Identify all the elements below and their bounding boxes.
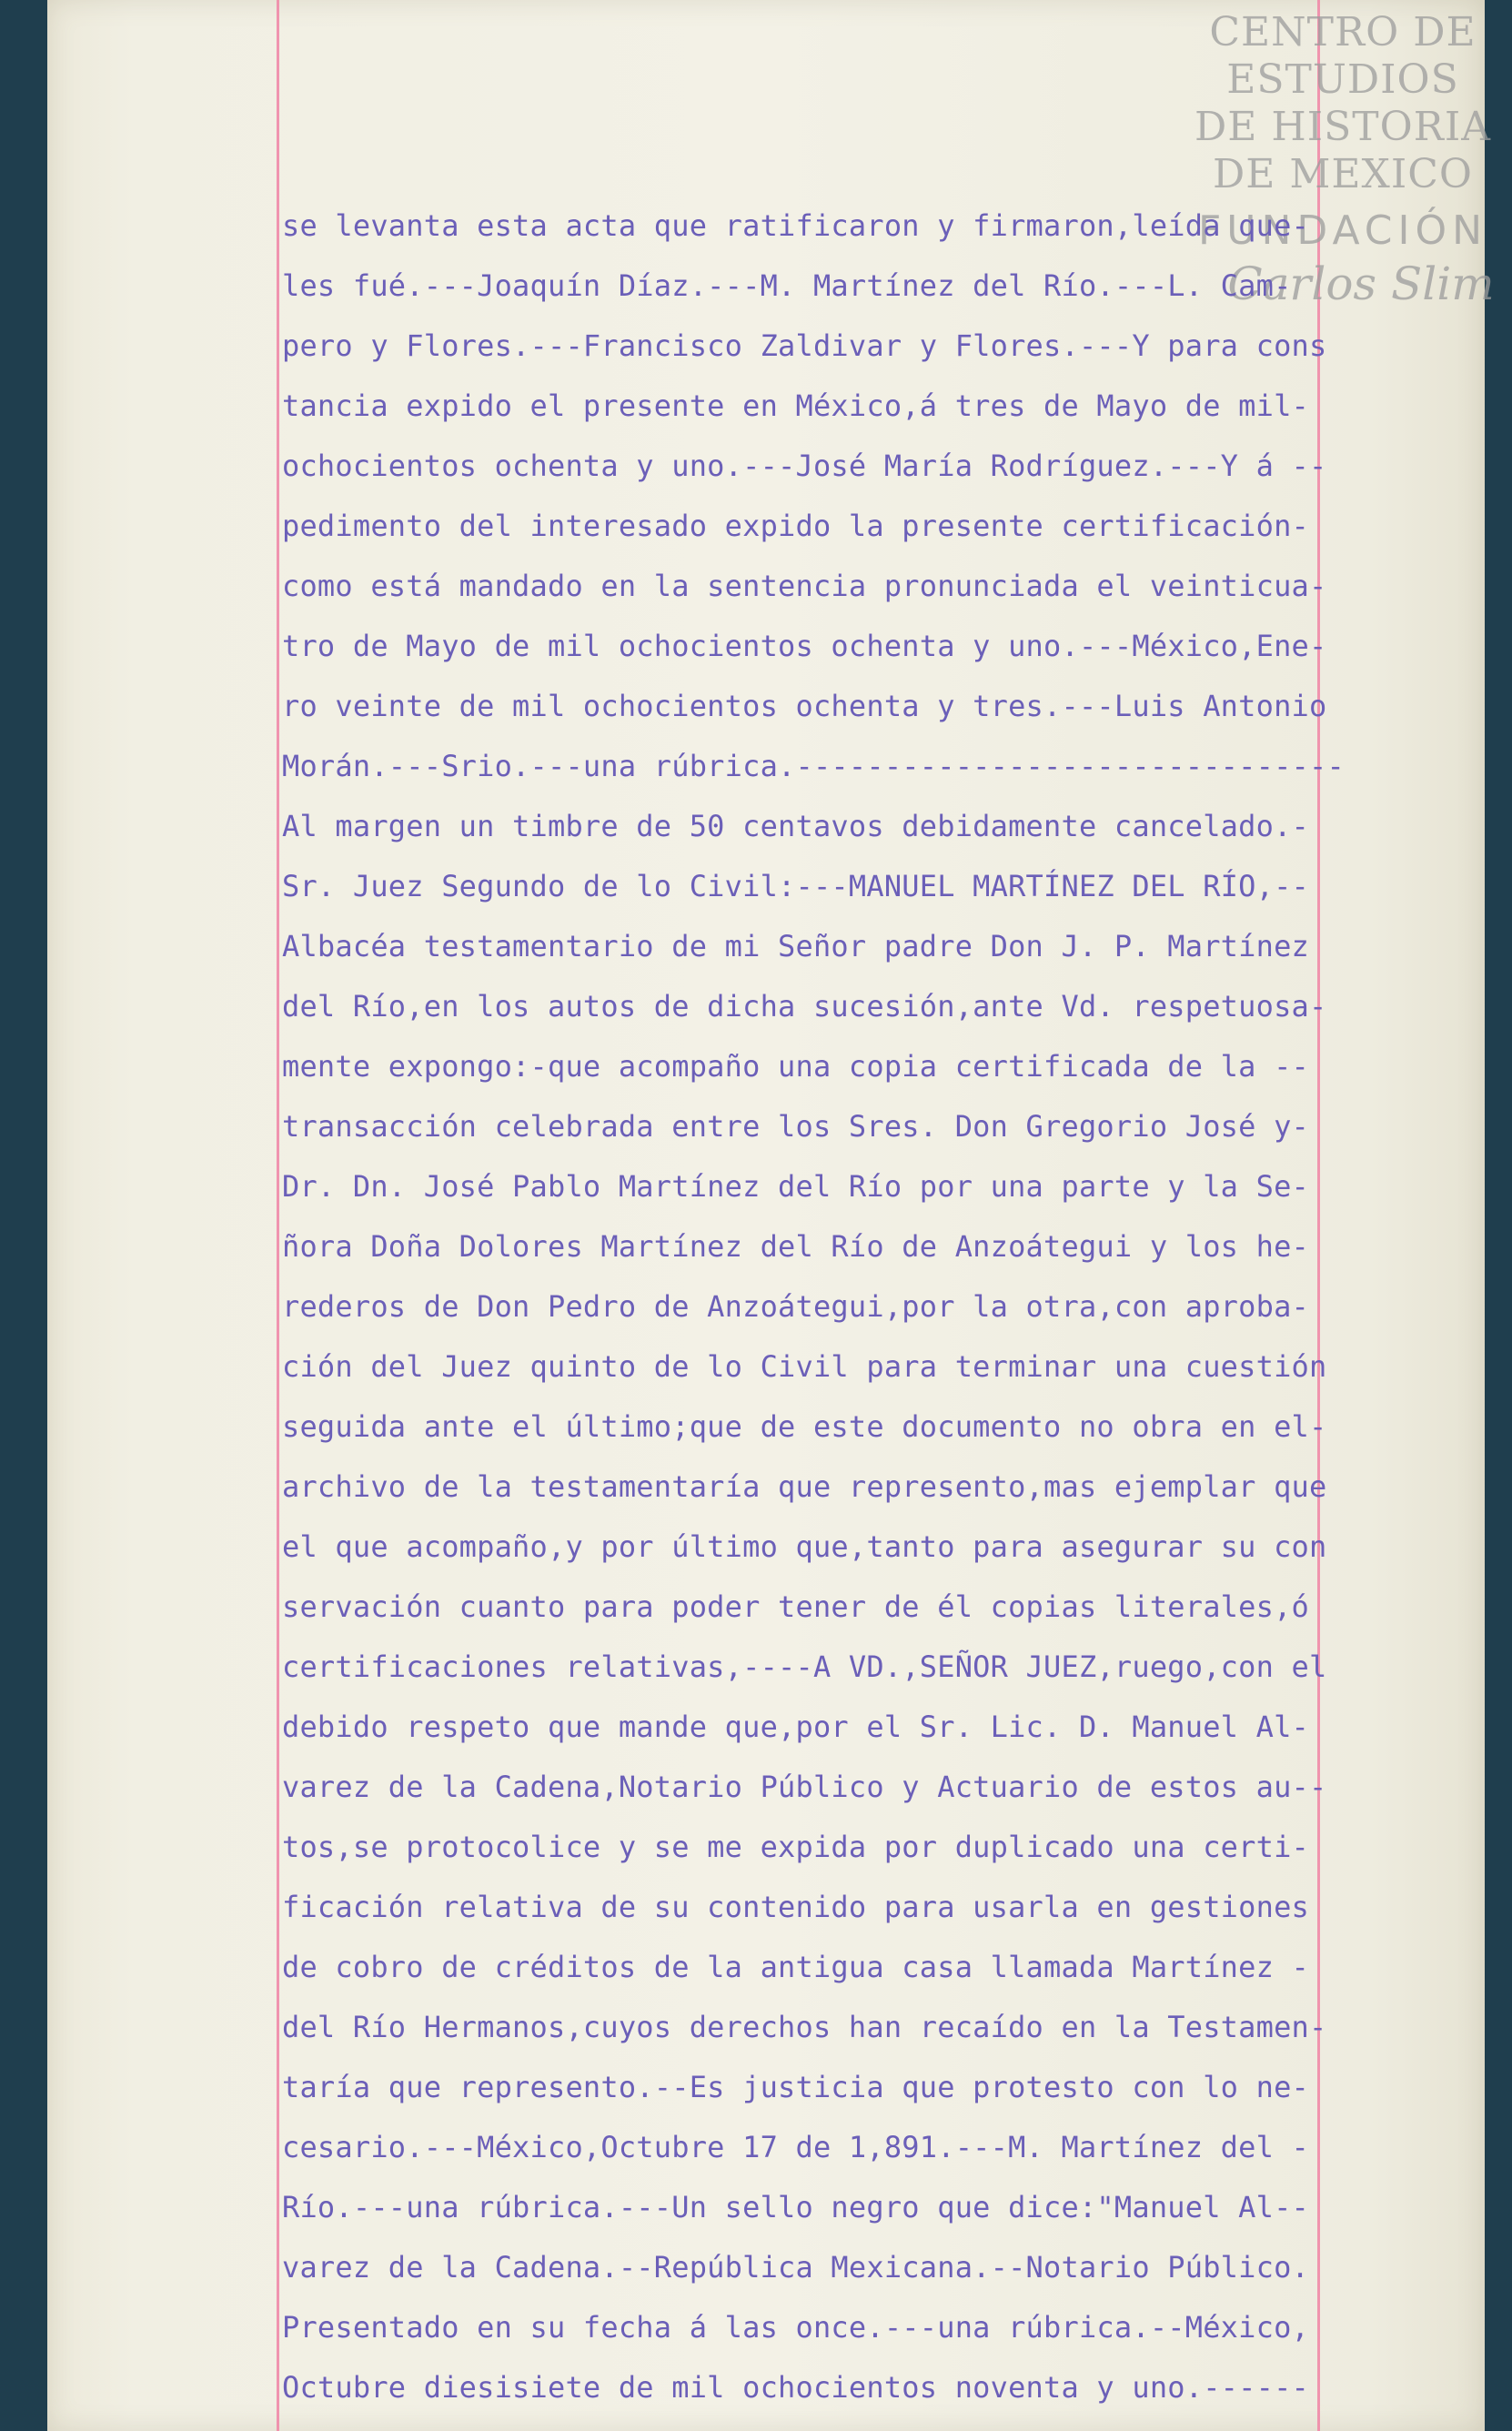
text-line: del Río,en los autos de dicha sucesión,ante Vd. respetuosa- [282,989,1327,1024]
text-line: certificaciones relativas,----A VD.,SEÑOR JUEZ,ruego,con el [282,1649,1327,1684]
text-line: archivo de la testamentaría que represento,mas ejemplar que [282,1469,1327,1504]
watermark-line-3: DE HISTORIA [1194,104,1491,150]
watermark-fundacion: FUNDACIÓN [1197,207,1488,254]
text-line: ro veinte de mil ochocientos ochenta y tres.---Luis Antonio [282,689,1327,723]
text-line: el que acompaño,y por último que,tanto para asegurar su con [282,1529,1327,1564]
text-line: pero y Flores.---Francisco Zaldivar y Flores.---Y para cons [282,328,1327,363]
text-line: se levanta esta acta que ratificaron y firmaron,leída que- [282,208,1310,243]
text-line: de cobro de créditos de la antigua casa llamada Martínez - [282,1950,1310,1984]
text-line: rederos de Don Pedro de Anzoátegui,por la otra,con aproba- [282,1289,1310,1324]
text-line: transacción celebrada entre los Sres. Don Gregorio José y- [282,1109,1310,1144]
text-line: varez de la Cadena.--República Mexicana.--Notario Público. [282,2250,1310,2285]
text-line: como está mandado en la sentencia pronunciada el veinticua- [282,569,1327,603]
text-line: mente expongo:-que acompaño una copia certificada de la -- [282,1049,1310,1084]
text-line: Morán.---Srio.---una rúbrica.------------------------------- [282,749,1345,783]
text-line: ción del Juez quinto de lo Civil para terminar una cuestión [282,1349,1327,1384]
text-line: taría que represento.--Es justicia que protesto con lo ne- [282,2070,1310,2104]
watermark-line-4: DE MEXICO [1213,151,1473,197]
text-line: ficación relativa de su contenido para usarla en gestiones [282,1890,1310,1924]
left-margin-line [277,0,279,2431]
text-line: Octubre diesisiete de mil ochocientos noventa y uno.------ [282,2370,1310,2405]
text-line: les fué.---Joaquín Díaz.---M. Martínez del Río.---L. Cam- [282,268,1292,303]
watermark-signature: Carlos Slim [1227,257,1495,310]
text-line: Sr. Juez Segundo de lo Civil:---MANUEL MARTÍNEZ DEL RÍO,-- [282,869,1310,903]
text-line: servación cuanto para poder tener de él copias literales,ó [282,1589,1310,1624]
text-line: Albacéa testamentario de mi Señor padre Don J. P. Martínez [282,929,1310,963]
text-line: Dr. Dn. José Pablo Martínez del Río por una parte y la Se- [282,1169,1310,1204]
text-line: tro de Mayo de mil ochocientos ochenta y uno.---México,Ene- [282,629,1327,663]
text-line: Al margen un timbre de 50 centavos debidamente cancelado.- [282,809,1310,843]
text-line: Río.---una rúbrica.---Un sello negro que dice:"Manuel Al-- [282,2190,1310,2224]
text-line: tos,se protocolice y se me expida por duplicado una certi- [282,1830,1310,1864]
watermark-line-1: CENTRO DE [1209,9,1477,55]
text-line: ochocientos ochenta y uno.---José María Rodríguez.---Y á -- [282,449,1327,483]
text-line: varez de la Cadena,Notario Público y Actuario de estos au-- [282,1770,1327,1804]
text-line: cesario.---México,Octubre 17 de 1,891.---M. Martínez del - [282,2130,1310,2164]
text-line: tancia expido el presente en México,á tres de Mayo de mil- [282,388,1310,423]
text-line: ñora Doña Dolores Martínez del Río de Anzoátegui y los he- [282,1229,1310,1264]
text-line: pedimento del interesado expido la presente certificación- [282,509,1310,543]
text-line: seguida ante el último;que de este documento no obra en el- [282,1409,1327,1444]
text-line: del Río Hermanos,cuyos derechos han recaído en la Testamen- [282,2010,1327,2044]
text-line: debido respeto que mande que,por el Sr. Lic. D. Manuel Al- [282,1710,1310,1744]
watermark-line-2: ESTUDIOS [1226,56,1459,103]
text-line: Presentado en su fecha á las once.---una rúbrica.--México, [282,2310,1310,2345]
